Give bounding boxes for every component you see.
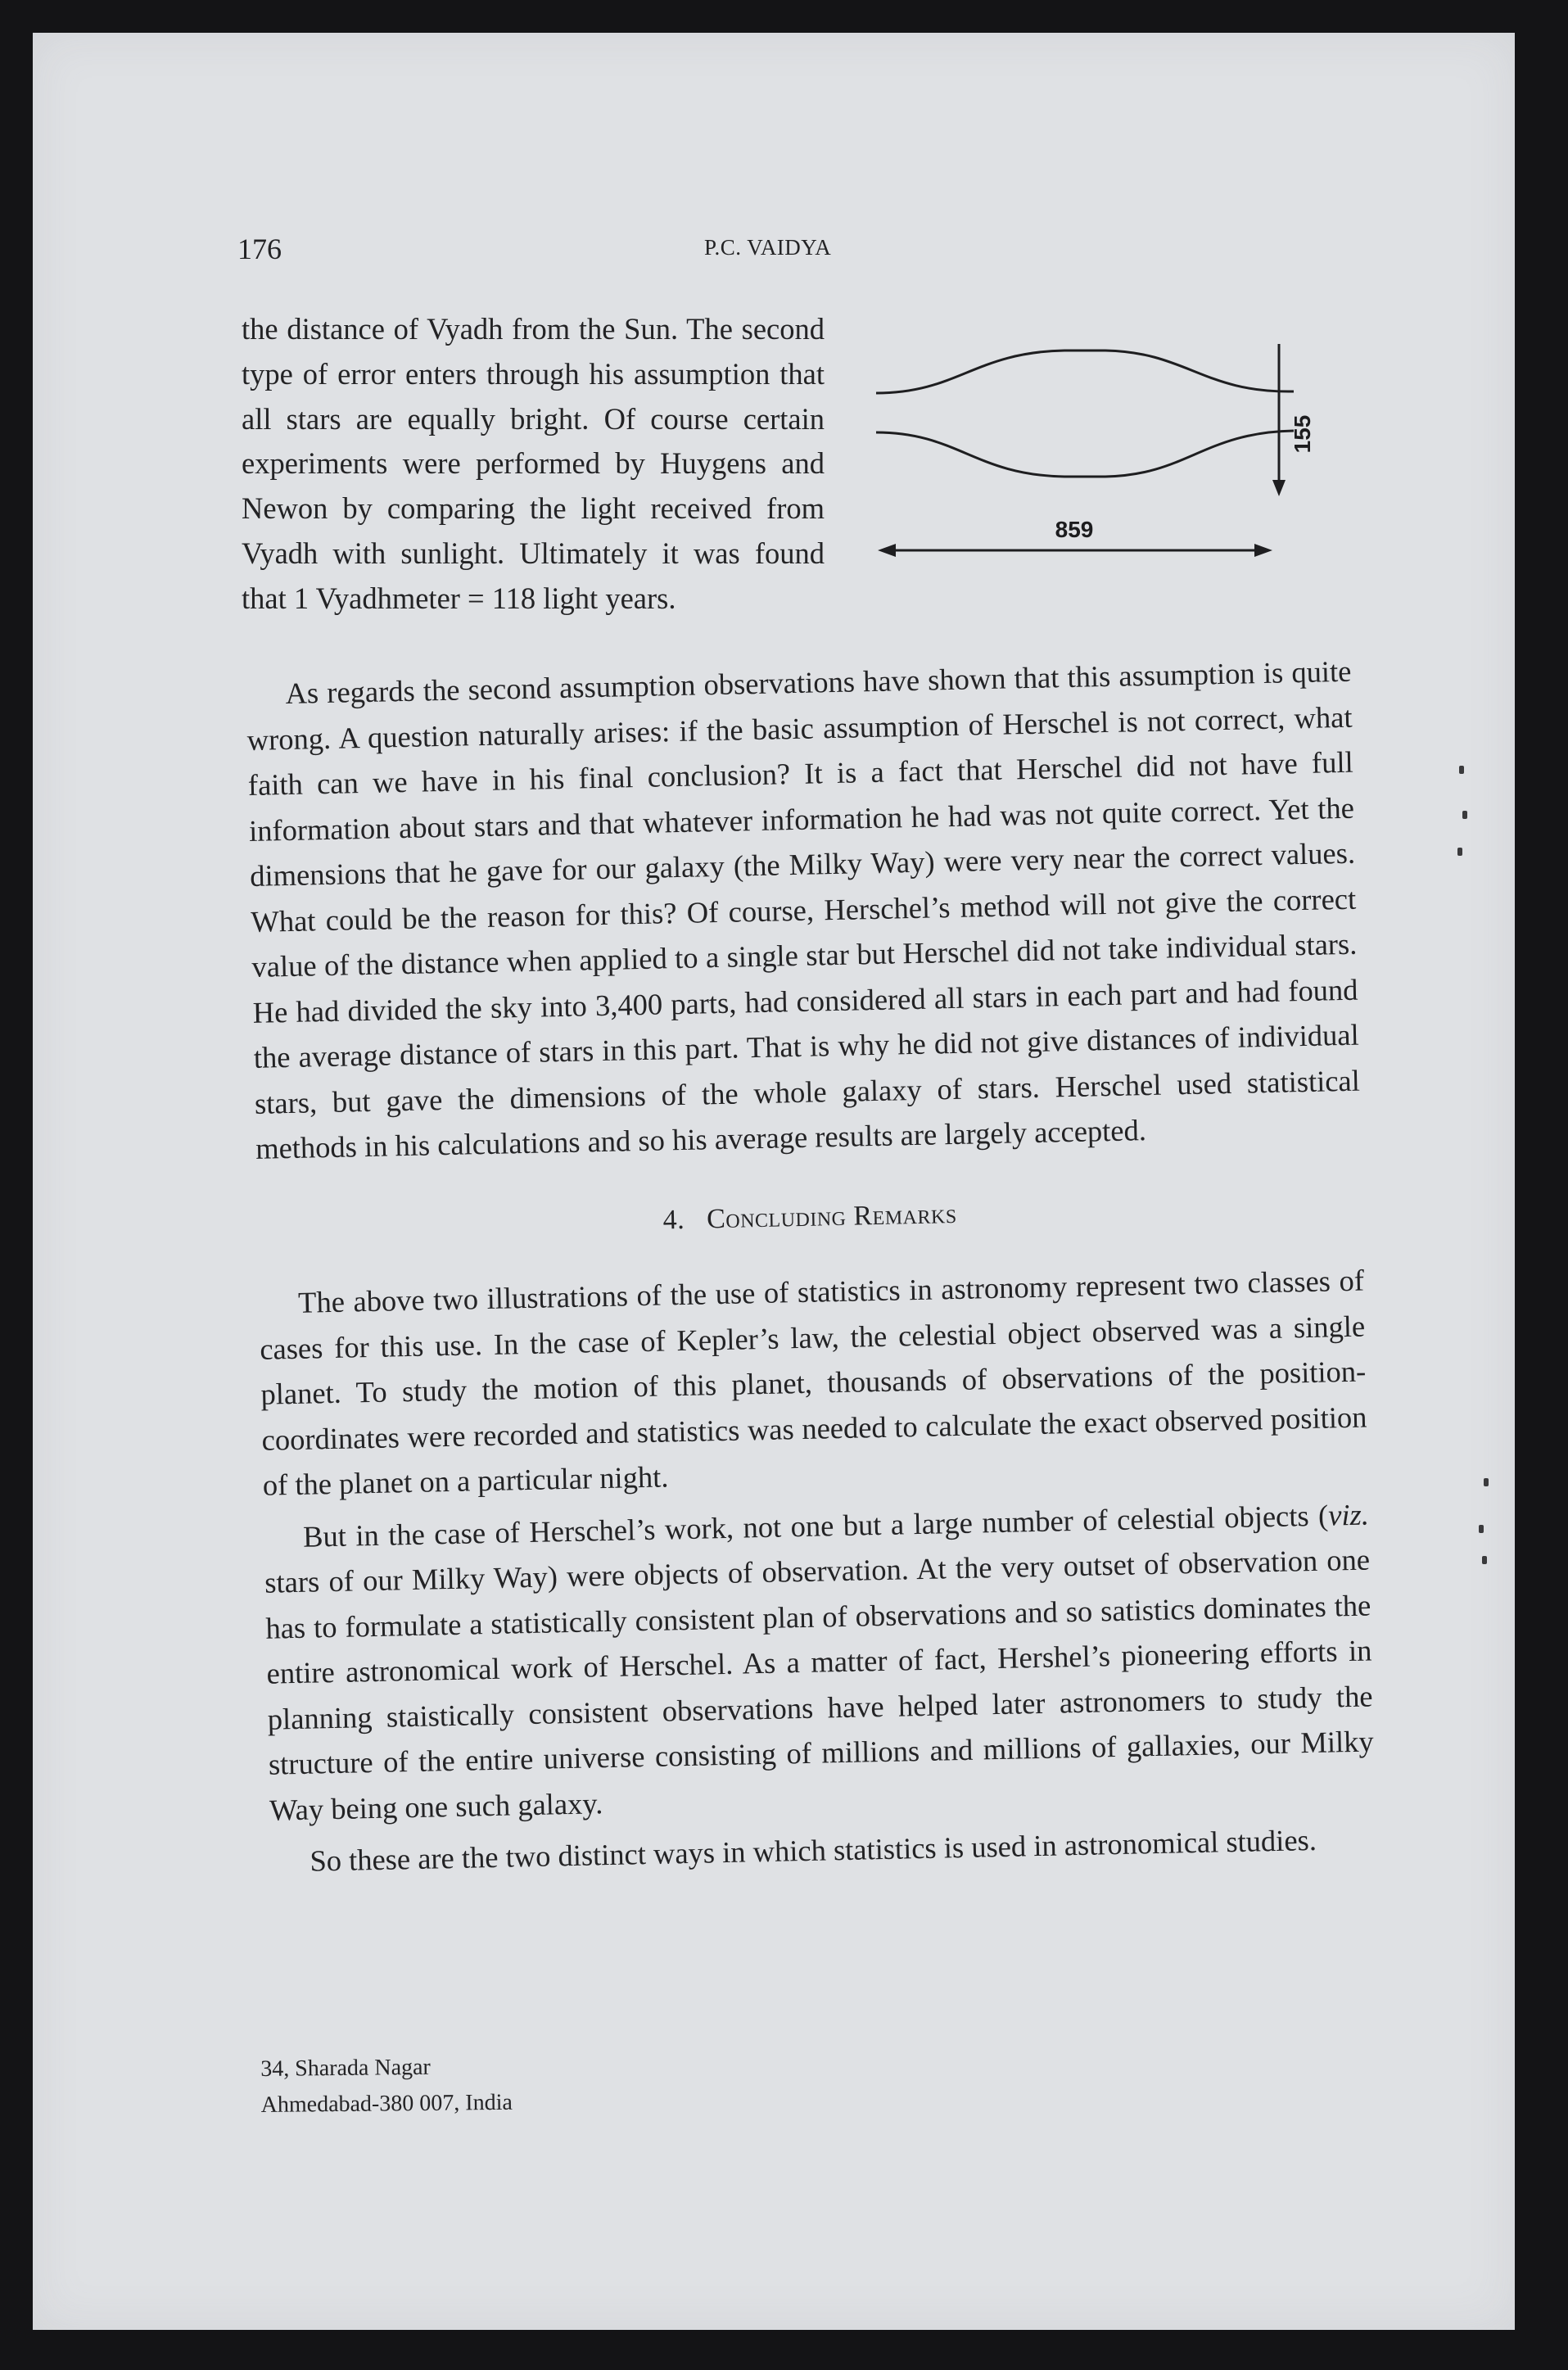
- section-title: Concluding Remarks: [706, 1198, 957, 1234]
- page-number: 176: [237, 233, 282, 265]
- height-arrow-head: [1272, 480, 1286, 496]
- galaxy-diagram: [860, 319, 1318, 581]
- intro-text-block: [242, 307, 825, 622]
- paragraph-two-illustrations: The above two illustrations of the use of statistics in astronomy represent two classes of cases for this use. In the case of Kepler’s law, the celestial object observed was a single planet. To study the motion of this planet, thousands of observations of the position-coordinates were recorded and statistics was needed to calculate the exact observed position of the planet on a particular night.: [259, 1263, 1367, 1502]
- galaxy-shape-figure: [860, 319, 1318, 581]
- section-number: 4.: [662, 1204, 685, 1235]
- width-arrow-left-head: [878, 544, 896, 557]
- page-header: [0, 232, 1568, 273]
- paragraph-conclusion: So these are the two distinct ways in which statistics is used in astronomical studies.: [309, 1822, 1317, 1878]
- paragraph-second-assumption: As regards the second assumption observations have shown that this assumption is quite wrong. A question naturally arises: if the basic assumption of Herschel is not correct, what faith can we have in his final conclusion? It is a fact that Herschel did not have full information about stars and that whatever information he had was not quite correct. Yet the dimensions that he gave for our galaxy (the Milky Way) were very near the correct values. What could be the reason for this? Of course, Herschel’s method will not give the correct value of the distance when applied to a single star but Herschel did not take individual stars. He had divided the sky into 3,400 parts, had considered all stars in each part and had found the average distance of stars in this part. That is why he did not give distances of individual stars, but gave the dimensions of the whole galaxy of stars. Herschel used statistical methods in his calculations and so his average results are largely accepted.: [246, 654, 1361, 1165]
- address-line-2: Ahmedabad-380 007, India: [260, 2089, 513, 2118]
- galaxy-upper-outline: [876, 351, 1294, 393]
- herschel-text-part1: But in the case of Herschel’s work, not one but a large number of celestial objects (: [302, 1498, 1329, 1554]
- galaxy-lower-outline: [876, 431, 1294, 477]
- section-heading: [257, 1183, 1363, 1251]
- address-line-1: 34, Sharada Nagar: [260, 2054, 431, 2082]
- paragraph-herschel-work: [264, 1491, 1376, 1833]
- width-arrow-right-head: [1254, 544, 1272, 557]
- height-label: 155: [1290, 414, 1315, 454]
- intro-paragraph: the distance of Vyadh from the Sun. The second type of error enters through his assumption that all stars are equally bright. Of course certain experiments were performed by Huygens and Newon by comparing the light received from Vyadh with sunlight. Ultimately it was found that 1 Vyadhmeter = 118 light years.: [242, 312, 825, 615]
- running-head: P.C. VAIDYA: [704, 235, 832, 260]
- author-address: [260, 2049, 513, 2124]
- viz-italic: viz.: [1327, 1497, 1370, 1532]
- main-text-block: [246, 649, 1376, 1884]
- width-label: 859: [1055, 517, 1094, 542]
- herschel-text-part2: stars of our Milky Way) were objects of observation. At the very outset of observation one has to formulate a statistically consistent plan of observations and so satistics dominates the entire astronomical work of Herschel. As a matter of fact, Hershel’s pioneering efforts in planning staistically consistent observations have helped later astronomers to study the structure of the entire universe consisting of millions and millions of gallaxies, our Milky Way being one such galaxy.: [264, 1542, 1375, 1827]
